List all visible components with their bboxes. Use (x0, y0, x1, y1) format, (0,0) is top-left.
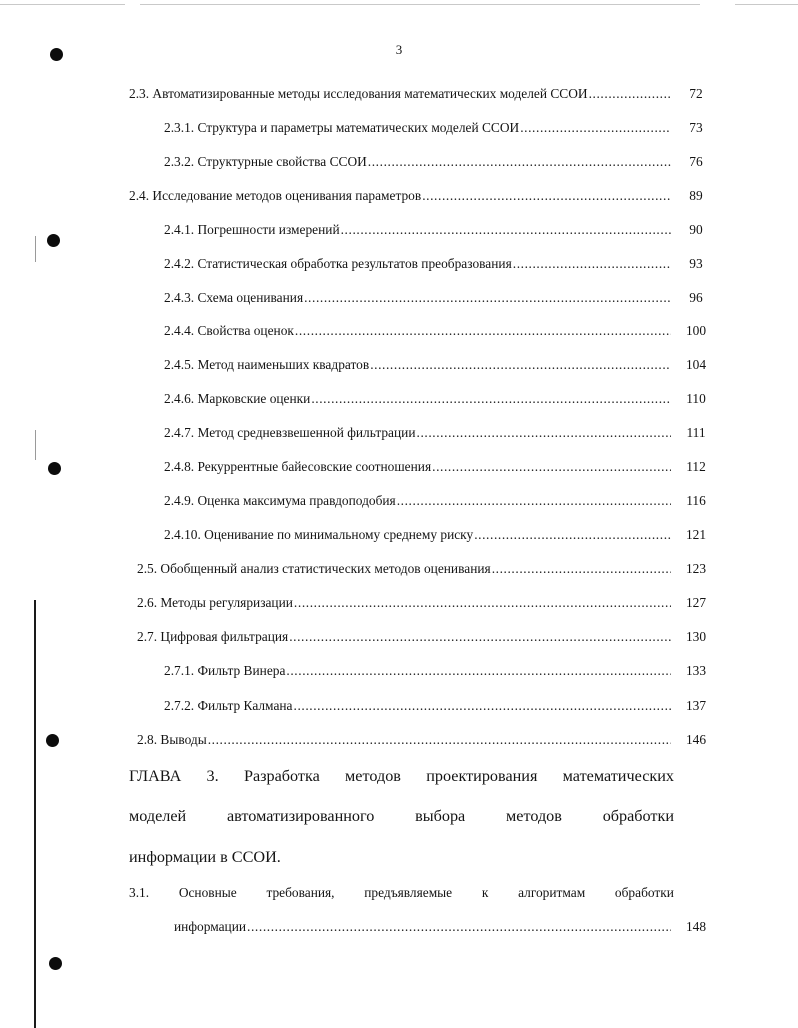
toc-entry-page: 116 (686, 493, 706, 508)
scan-edge-line (140, 4, 700, 5)
leader-dots (417, 424, 672, 442)
toc-entry (164, 289, 703, 307)
toc-entry-page: 104 (685, 357, 707, 372)
toc-entry-title: 2.4.9. Оценка максимума правдоподобия (164, 493, 396, 508)
binding-edge-line (34, 600, 36, 1028)
leader-dots (422, 187, 671, 205)
heading-word: к (481, 885, 489, 900)
toc-entry-title: 2.3.2. Структурные свойства ССОИ (164, 154, 367, 169)
toc-entry-title: 2.4.6. Марковские оценки (164, 391, 311, 406)
toc-entry-page: 137 (685, 698, 707, 713)
heading-word: методов (506, 807, 562, 825)
toc-entry-page: 111 (686, 425, 706, 440)
toc-entry-page: 110 (686, 391, 706, 406)
toc-entry-title: 2.7. Цифровая фильтрация (137, 629, 289, 644)
toc-entry-title: информации (174, 919, 247, 934)
leader-dots (520, 119, 671, 137)
scan-speck (35, 430, 36, 460)
leader-dots (304, 289, 671, 307)
leader-dots (247, 918, 671, 936)
toc-entry (164, 390, 706, 408)
toc-entry (164, 153, 703, 171)
leader-dots (341, 221, 671, 239)
toc-entry-title: 2.4.4. Свойства оценок (164, 323, 294, 338)
toc-entry (164, 458, 706, 476)
toc-entry-title: 2.4.2. Статистическая обработка результатов преобразования (164, 256, 512, 271)
toc-entry-title: 2.4.3. Схема оценивания (164, 290, 304, 305)
toc-entry-page: 100 (685, 323, 707, 338)
punch-hole-mark (49, 957, 62, 970)
toc-entry-title: 2.7.1. Фильтр Винера (164, 663, 286, 678)
heading-word: автоматизированного (227, 807, 375, 825)
toc-entry-title: 2.4.7. Метод средневзвешенной фильтрации (164, 425, 416, 440)
toc-entry-page: 148 (685, 919, 707, 934)
toc-entry-title: 2.4. Исследование методов оценивания параметров (129, 188, 422, 203)
heading-word: обработки (602, 807, 675, 825)
chapter-heading-line-3: информации в ССОИ. (129, 848, 281, 866)
toc-entry-page: 90 (689, 222, 703, 237)
toc-entry (137, 560, 707, 578)
leader-dots (294, 697, 672, 715)
leader-dots (294, 594, 671, 612)
toc-entry-page: 121 (685, 527, 707, 542)
heading-word: требования, (266, 885, 335, 900)
toc-entry-page: 73 (689, 120, 703, 135)
toc-entry-page: 76 (689, 154, 703, 169)
heading-word: алгоритмам (518, 885, 586, 900)
leader-dots (589, 85, 671, 103)
toc-entry (129, 187, 703, 205)
toc-entry (164, 255, 703, 273)
scan-edge-line (735, 4, 798, 5)
toc-entry-page: 93 (689, 256, 703, 271)
toc-entry (137, 628, 707, 646)
toc-entry (164, 356, 707, 374)
toc-entry-title: 2.6. Методы регуляризации (137, 595, 293, 610)
leader-dots (289, 628, 671, 646)
punch-hole-mark (48, 462, 61, 475)
leader-dots (295, 322, 671, 340)
toc-entry-title: 2.3. Автоматизированные методы исследования математических моделей ССОИ (129, 86, 588, 101)
toc-entry-page: 123 (685, 561, 707, 576)
leader-dots (474, 526, 671, 544)
leader-dots (286, 662, 671, 680)
chapter-heading-line-2 (129, 805, 674, 827)
toc-entry (164, 526, 707, 544)
heading-word: 3.1. (129, 885, 150, 900)
toc-entry-title: 2.4.8. Рекуррентные байесовские соотношения (164, 459, 432, 474)
toc-entry-title: 2.7.2. Фильтр Калмана (164, 698, 293, 713)
leader-dots (370, 356, 671, 374)
toc-entry-title: 2.4.10. Оценивание по минимальному среднему риску (164, 527, 474, 542)
toc-entry-title: 2.5. Обобщенный анализ статистических методов оценивания (137, 561, 491, 576)
leader-dots (432, 458, 671, 476)
toc-entry-title: 2.8. Выводы (137, 732, 207, 747)
chapter-heading-line-1: ГЛАВА 3. Разработка методов проектирования математических (129, 767, 674, 785)
punch-hole-mark (46, 734, 59, 747)
toc-entry (137, 594, 707, 612)
toc-entry (164, 119, 703, 137)
toc-entry (164, 221, 703, 239)
scan-speck (35, 236, 36, 262)
page-number: 3 (395, 42, 403, 57)
leader-dots (368, 153, 671, 171)
punch-hole-mark (47, 234, 60, 247)
toc-entry (137, 731, 707, 749)
section-3-1-line-1 (129, 884, 674, 902)
toc-entry-title: 2.4.1. Погрешности измерений (164, 222, 340, 237)
leader-dots (208, 731, 671, 749)
heading-word: предъявляемые (364, 885, 453, 900)
toc-entry-title: 2.4.5. Метод наименьших квадратов (164, 357, 370, 372)
leader-dots (513, 255, 671, 273)
toc-entry-page: 130 (685, 629, 707, 644)
leader-dots (397, 492, 671, 510)
heading-word: Основные (178, 885, 237, 900)
toc-entry-page: 89 (689, 188, 703, 203)
toc-entry-page: 133 (685, 663, 707, 678)
toc-entry (164, 492, 706, 510)
scan-edge-line (0, 4, 125, 5)
heading-word: обработки (614, 885, 674, 900)
heading-word: моделей (129, 807, 187, 825)
toc-entry (164, 424, 706, 442)
heading-word: выбора (415, 807, 466, 825)
section-3-1-line-2 (174, 918, 672, 936)
toc-entry-page: 146 (685, 732, 707, 747)
toc-entry (164, 697, 707, 715)
toc-entry (164, 322, 707, 340)
toc-entry-page: 112 (686, 459, 706, 474)
toc-entry-page: 127 (685, 595, 707, 610)
toc-entry-page: 72 (689, 86, 703, 101)
leader-dots (311, 390, 671, 408)
toc-entry-page: 96 (689, 290, 703, 305)
leader-dots (492, 560, 671, 578)
toc-entry-title: 2.3.1. Структура и параметры математических моделей ССОИ (164, 120, 520, 135)
toc-entry (164, 662, 707, 680)
toc-entry (129, 85, 703, 103)
